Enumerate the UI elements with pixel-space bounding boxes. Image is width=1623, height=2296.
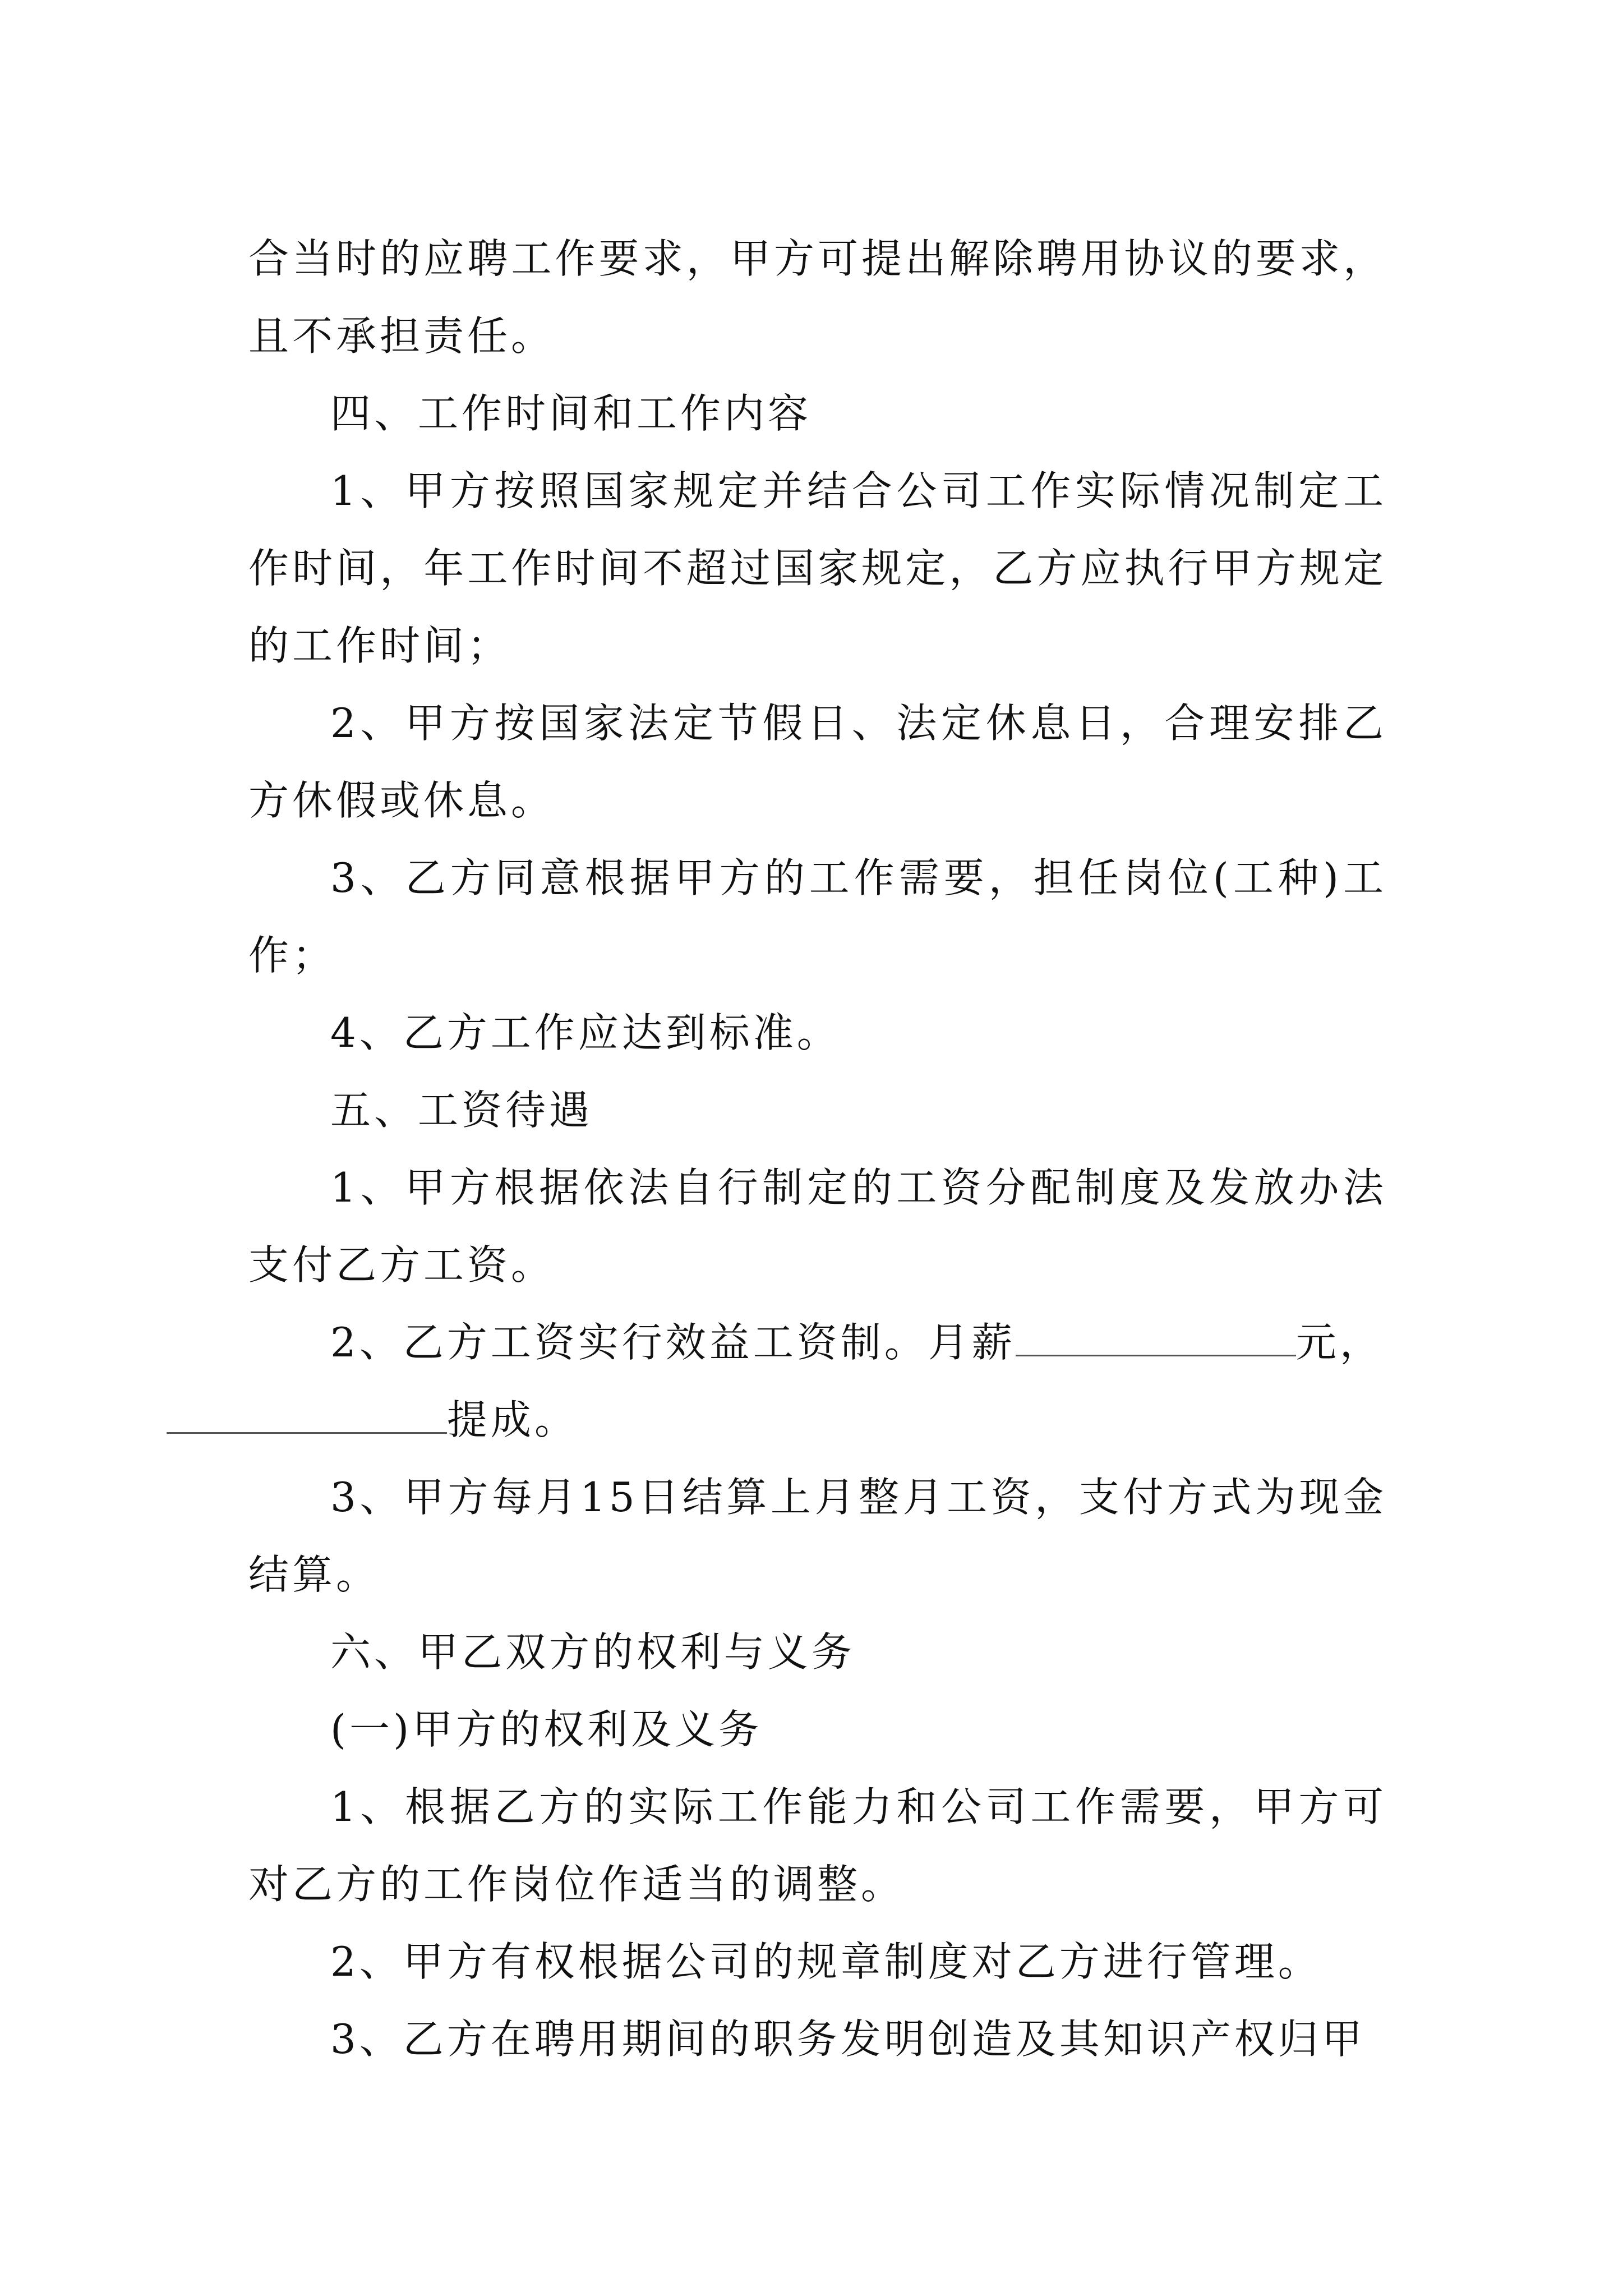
section-heading-rights: 六、甲乙双方的权利与义务	[330, 1628, 856, 1676]
paragraph: 2、甲方有权根据公司的规章制度对乙方进行管理。	[330, 1938, 1322, 1985]
salary-paragraph	[248, 1304, 1387, 1458]
monthly-salary-blank	[1016, 1315, 1296, 1356]
paragraph: 1、甲方按照国家规定并结合公司工作实际情况制定工作时间，年工作时间不超过国家规定，乙方应执行甲方规定的工作时间；	[248, 467, 1387, 669]
paragraph: 3、乙方同意根据甲方的工作需要，担任岗位(工种)工作；	[248, 854, 1387, 979]
salary-suffix: 提成。	[447, 1396, 579, 1443]
paragraph: 1、甲方根据依法自行制定的工资分配制度及发放办法支付乙方工资。	[248, 1164, 1387, 1289]
paragraph: 3、甲方每月15日结算上月整月工资，支付方式为现金结算。	[248, 1474, 1387, 1598]
paragraph: 3、乙方在聘用期间的职务发明创造及其知识产权归甲	[330, 2016, 1366, 2063]
paragraph: 合当时的应聘工作要求，甲方可提出解除聘用协议的要求，且不承担责任。	[248, 235, 1387, 360]
paragraph: 2、甲方按国家法定节假日、法定休息日，合理安排乙方休假或休息。	[248, 700, 1387, 824]
paragraph: 1、根据乙方的实际工作能力和公司工作需要，甲方可对乙方的工作岗位作适当的调整。	[248, 1783, 1387, 1908]
paragraph: 4、乙方工作应达到标准。	[330, 1009, 841, 1056]
section-heading-work-time: 四、工作时间和工作内容	[330, 390, 812, 437]
document-body	[248, 220, 1387, 2078]
commission-blank	[167, 1393, 447, 1434]
salary-mid: 元，	[1295, 1319, 1384, 1366]
section-heading-salary: 五、工资待遇	[330, 1087, 593, 1134]
salary-prefix: 2、乙方工资实行效益工资制。月薪	[330, 1319, 1016, 1366]
subsection-heading-party-a: (一)甲方的权利及义务	[330, 1706, 763, 1753]
